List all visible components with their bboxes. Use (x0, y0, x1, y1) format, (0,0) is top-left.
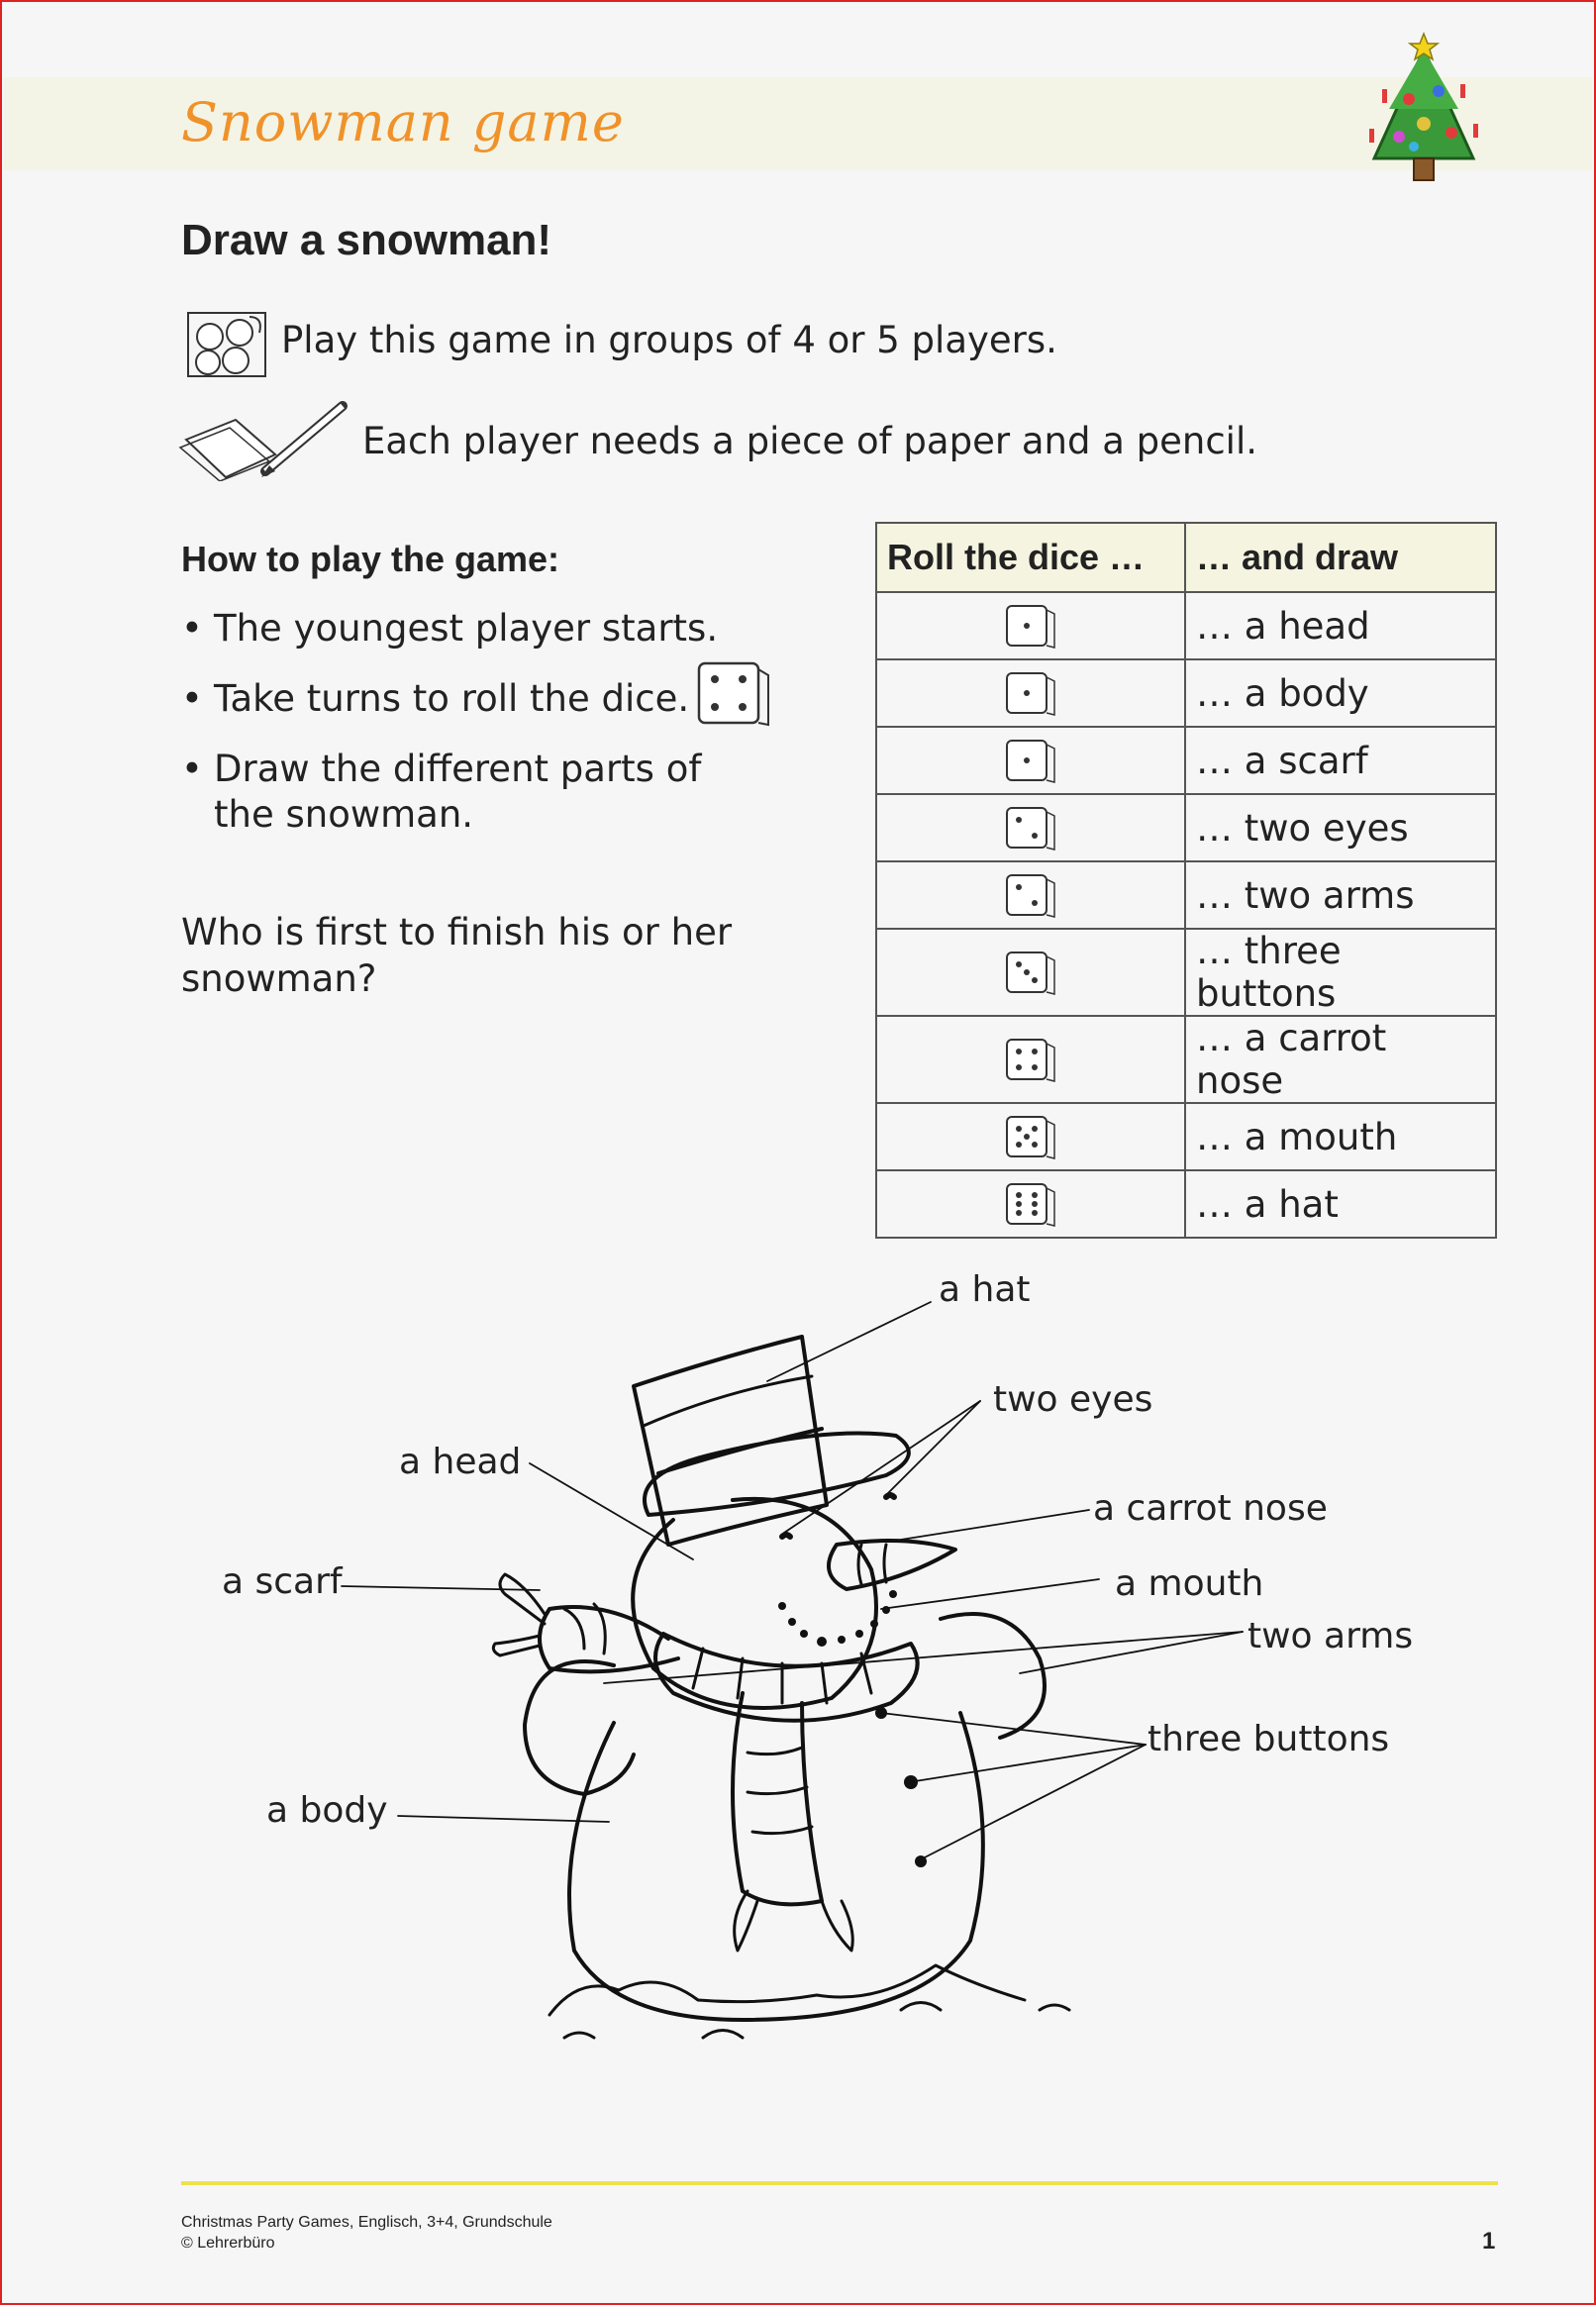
christmas-tree-icon (1354, 30, 1493, 188)
draw-cell: … a scarf (1185, 727, 1496, 794)
rule-bullet: • The youngest player starts. (181, 607, 719, 650)
draw-cell: … a body (1185, 659, 1496, 727)
dice-pip (1024, 757, 1030, 763)
draw-cell: … two arms (1185, 861, 1496, 929)
draw-cell: … a mouth (1185, 1103, 1496, 1170)
dice-pip (1016, 1049, 1022, 1054)
how-to-play-title: How to play the game: (181, 539, 560, 579)
column-header-roll: Roll the dice … (876, 523, 1185, 592)
dice-cell (876, 727, 1185, 794)
footer-rule (181, 2181, 1498, 2185)
dice-pip (1024, 690, 1030, 696)
dice-table (875, 522, 1497, 1239)
dice-pip (1024, 623, 1030, 629)
table-row (876, 861, 1496, 929)
table-row (876, 929, 1496, 1016)
dice-pip (1032, 1142, 1038, 1148)
table-row (876, 592, 1496, 659)
footer-copyright: © Lehrerbüro (181, 2235, 275, 2252)
dice-pip (1016, 884, 1022, 890)
dice-pip (1024, 969, 1030, 975)
dice-pip (1016, 1210, 1022, 1216)
label-scarf: a scarf (222, 1561, 343, 1602)
page-header-title: Snowman game (181, 91, 625, 153)
dice-cell (876, 861, 1185, 929)
players-instruction: Play this game in groups of 4 or 5 players. (281, 319, 1057, 361)
dice-pip (1032, 977, 1038, 983)
table-row (876, 727, 1496, 794)
dice-pip (1016, 1201, 1022, 1207)
page-number: 1 (1482, 2228, 1496, 2255)
dice-icon (1003, 735, 1058, 786)
dice-pip (1016, 961, 1022, 967)
snowman-diagram (149, 1257, 1436, 2059)
label-mouth: a mouth (1115, 1563, 1264, 1604)
dice-cell (876, 592, 1185, 659)
dice-cell (876, 659, 1185, 727)
rule-bullet: • Draw the different parts of the snowman. (181, 748, 702, 836)
footer-source: Christmas Party Games, Englisch, 3+4, Grundschule (181, 2214, 552, 2231)
draw-cell: … three buttons (1185, 929, 1496, 1016)
table-row (876, 659, 1496, 727)
rule-bullet: • Take turns to roll the dice. (181, 677, 690, 720)
dice-pip (1024, 1134, 1030, 1140)
dice-icon (1003, 1111, 1058, 1162)
dice-cell (876, 794, 1185, 861)
dice-pip (1032, 1126, 1038, 1132)
players-group-icon (184, 307, 269, 382)
label-hat: a hat (939, 1269, 1031, 1310)
dice-pip (1032, 1201, 1038, 1207)
dice-cell (876, 1170, 1185, 1238)
page-heading: Draw a snowman! (181, 216, 552, 264)
dice-pip (1032, 1192, 1038, 1198)
label-arms: two arms (1247, 1616, 1414, 1656)
dice-icon (1003, 802, 1058, 853)
draw-cell: … a hat (1185, 1170, 1496, 1238)
dice-pip (1016, 817, 1022, 823)
dice-pip (1032, 1049, 1038, 1054)
dice-pip (1032, 900, 1038, 906)
dice-icon (1003, 667, 1058, 719)
dice-pip (1032, 1210, 1038, 1216)
dice-icon (1003, 1034, 1058, 1085)
draw-cell: … a carrot nose (1185, 1016, 1496, 1103)
dice-icon (1003, 600, 1058, 651)
table-row (876, 794, 1496, 861)
dice-pip (1016, 1192, 1022, 1198)
dice-icon (1003, 1178, 1058, 1230)
table-row (876, 1170, 1496, 1238)
dice-pip (1032, 1064, 1038, 1070)
dice-pip (1032, 833, 1038, 839)
column-header-draw: … and draw (1185, 523, 1496, 592)
dice-icon (1003, 947, 1058, 998)
draw-cell: … a head (1185, 592, 1496, 659)
dice-four-icon (697, 659, 776, 729)
draw-cell: … two eyes (1185, 794, 1496, 861)
label-head: a head (399, 1442, 522, 1482)
label-eyes: two eyes (993, 1379, 1153, 1420)
label-body: a body (266, 1790, 388, 1831)
table-row (876, 1103, 1496, 1170)
dice-pip (1016, 1126, 1022, 1132)
label-buttons: three buttons (1147, 1719, 1390, 1759)
dice-cell (876, 1016, 1185, 1103)
label-nose: a carrot nose (1093, 1488, 1328, 1529)
paper-and-pencil-icon (166, 400, 350, 481)
question-text: Who is first to finish his or her snowman? (181, 911, 733, 1000)
dice-pip (1016, 1142, 1022, 1148)
table-row (876, 1016, 1496, 1103)
dice-cell (876, 929, 1185, 1016)
materials-instruction: Each player needs a piece of paper and a pencil. (362, 420, 1257, 462)
dice-cell (876, 1103, 1185, 1170)
dice-icon (1003, 869, 1058, 921)
dice-pip (1016, 1064, 1022, 1070)
